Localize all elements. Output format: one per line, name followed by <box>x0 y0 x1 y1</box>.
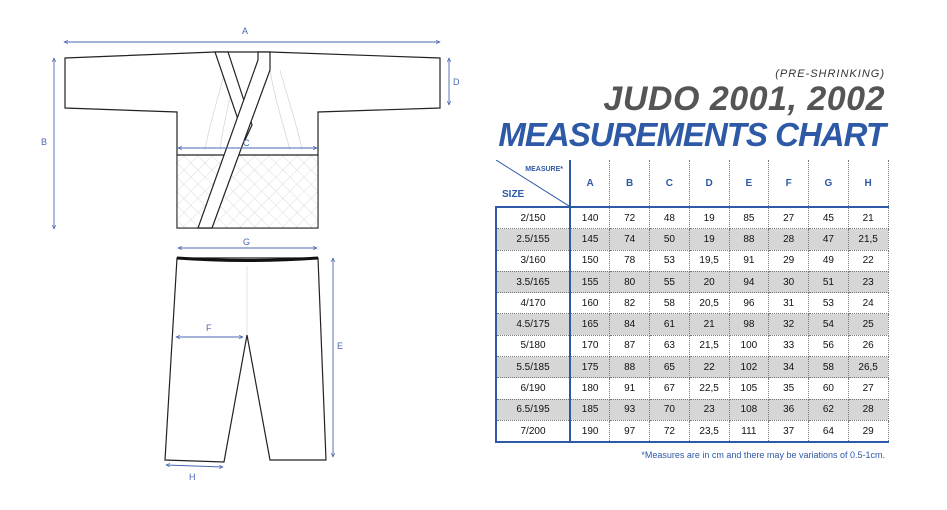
table-row <box>496 271 888 292</box>
value-cell-e: 100 <box>729 335 769 356</box>
value-cell-a: 185 <box>570 399 610 420</box>
size-cell: 5/180 <box>496 335 570 356</box>
value-cell-h: 21,5 <box>848 229 888 250</box>
value-cell-f: 28 <box>769 229 809 250</box>
value-cell-h: 21 <box>848 207 888 229</box>
value-cell-g: 47 <box>809 229 849 250</box>
value-cell-e: 96 <box>729 293 769 314</box>
value-cell-h: 25 <box>848 314 888 335</box>
value-cell-b: 72 <box>610 207 650 229</box>
value-cell-b: 74 <box>610 229 650 250</box>
value-cell-f: 30 <box>769 271 809 292</box>
dim-c-label: C <box>243 138 250 148</box>
value-cell-c: 50 <box>650 229 690 250</box>
value-cell-c: 58 <box>650 293 690 314</box>
value-cell-a: 145 <box>570 229 610 250</box>
measure-label: MEASURE* <box>525 166 563 173</box>
value-cell-d: 23 <box>689 399 729 420</box>
value-cell-e: 91 <box>729 250 769 271</box>
value-cell-e: 98 <box>729 314 769 335</box>
table-row <box>496 420 888 442</box>
table-row <box>496 335 888 356</box>
value-cell-d: 22 <box>689 357 729 378</box>
value-cell-e: 105 <box>729 378 769 399</box>
measurements-table <box>495 160 889 443</box>
dim-b-label: B <box>41 137 48 147</box>
value-cell-a: 155 <box>570 271 610 292</box>
pants <box>165 258 326 462</box>
size-label: SIZE <box>502 189 525 200</box>
table-row <box>496 293 888 314</box>
value-cell-b: 82 <box>610 293 650 314</box>
footnote: *Measures are in cm and there may be variations of 0.5-1cm. <box>641 450 885 460</box>
value-cell-d: 21,5 <box>689 335 729 356</box>
column-header-g: G <box>809 160 849 207</box>
column-header-e: E <box>729 160 769 207</box>
value-cell-g: 64 <box>809 420 849 442</box>
table-header-row <box>496 160 888 207</box>
value-cell-b: 84 <box>610 314 650 335</box>
pre-shrinking-note: (PRE-SHRINKING) <box>775 68 885 80</box>
value-cell-b: 87 <box>610 335 650 356</box>
value-cell-f: 35 <box>769 378 809 399</box>
column-header-f: F <box>769 160 809 207</box>
dim-e-label: E <box>337 341 344 351</box>
value-cell-d: 19 <box>689 207 729 229</box>
value-cell-c: 70 <box>650 399 690 420</box>
value-cell-b: 91 <box>610 378 650 399</box>
value-cell-a: 150 <box>570 250 610 271</box>
value-cell-h: 26 <box>848 335 888 356</box>
value-cell-c: 72 <box>650 420 690 442</box>
value-cell-b: 97 <box>610 420 650 442</box>
column-header-h: H <box>848 160 888 207</box>
value-cell-g: 60 <box>809 378 849 399</box>
value-cell-f: 27 <box>769 207 809 229</box>
pants-outline <box>165 258 326 462</box>
table-row <box>496 229 888 250</box>
dim-d-label: D <box>453 77 460 87</box>
value-cell-e: 94 <box>729 271 769 292</box>
value-cell-h: 24 <box>848 293 888 314</box>
value-cell-c: 63 <box>650 335 690 356</box>
size-cell: 6.5/195 <box>496 399 570 420</box>
value-cell-h: 23 <box>848 271 888 292</box>
jacket-quilted-panel <box>177 155 318 228</box>
table-row <box>496 207 888 229</box>
dim-f-label: F <box>206 323 212 333</box>
value-cell-h: 29 <box>848 420 888 442</box>
value-cell-c: 55 <box>650 271 690 292</box>
value-cell-g: 56 <box>809 335 849 356</box>
column-header-a: A <box>570 160 610 207</box>
value-cell-h: 27 <box>848 378 888 399</box>
dim-h-line <box>166 465 223 467</box>
value-cell-e: 102 <box>729 357 769 378</box>
model-title: JUDO 2001, 2002 <box>603 80 885 118</box>
value-cell-d: 22,5 <box>689 378 729 399</box>
table-row <box>496 378 888 399</box>
size-cell: 3.5/165 <box>496 271 570 292</box>
value-cell-a: 190 <box>570 420 610 442</box>
size-cell: 6/190 <box>496 378 570 399</box>
value-cell-c: 65 <box>650 357 690 378</box>
table-corner-cell <box>496 160 570 207</box>
chart-heading: MEASUREMENTS CHART <box>498 116 885 153</box>
value-cell-b: 80 <box>610 271 650 292</box>
value-cell-a: 175 <box>570 357 610 378</box>
value-cell-h: 22 <box>848 250 888 271</box>
value-cell-b: 88 <box>610 357 650 378</box>
value-cell-g: 62 <box>809 399 849 420</box>
value-cell-e: 108 <box>729 399 769 420</box>
value-cell-d: 20 <box>689 271 729 292</box>
value-cell-g: 49 <box>809 250 849 271</box>
value-cell-f: 32 <box>769 314 809 335</box>
value-cell-c: 48 <box>650 207 690 229</box>
value-cell-f: 34 <box>769 357 809 378</box>
value-cell-d: 19 <box>689 229 729 250</box>
judogi-diagram <box>0 0 470 510</box>
size-cell: 3/160 <box>496 250 570 271</box>
value-cell-e: 111 <box>729 420 769 442</box>
value-cell-c: 53 <box>650 250 690 271</box>
value-cell-d: 23,5 <box>689 420 729 442</box>
value-cell-g: 51 <box>809 271 849 292</box>
size-cell: 5.5/185 <box>496 357 570 378</box>
value-cell-g: 54 <box>809 314 849 335</box>
value-cell-f: 36 <box>769 399 809 420</box>
size-cell: 4.5/175 <box>496 314 570 335</box>
size-cell: 2/150 <box>496 207 570 229</box>
value-cell-c: 61 <box>650 314 690 335</box>
value-cell-h: 28 <box>848 399 888 420</box>
dim-h-label: H <box>189 472 196 482</box>
size-cell: 2.5/155 <box>496 229 570 250</box>
dim-a-label: A <box>242 26 249 36</box>
value-cell-b: 78 <box>610 250 650 271</box>
table-body <box>496 207 888 442</box>
value-cell-a: 140 <box>570 207 610 229</box>
value-cell-f: 29 <box>769 250 809 271</box>
table-row <box>496 399 888 420</box>
value-cell-b: 93 <box>610 399 650 420</box>
value-cell-g: 45 <box>809 207 849 229</box>
value-cell-h: 26,5 <box>848 357 888 378</box>
value-cell-d: 20,5 <box>689 293 729 314</box>
value-cell-e: 88 <box>729 229 769 250</box>
column-header-c: C <box>650 160 690 207</box>
value-cell-g: 58 <box>809 357 849 378</box>
value-cell-f: 37 <box>769 420 809 442</box>
column-header-d: D <box>689 160 729 207</box>
jacket <box>65 52 440 228</box>
value-cell-c: 67 <box>650 378 690 399</box>
value-cell-d: 21 <box>689 314 729 335</box>
value-cell-a: 160 <box>570 293 610 314</box>
size-cell: 7/200 <box>496 420 570 442</box>
value-cell-d: 19,5 <box>689 250 729 271</box>
value-cell-f: 33 <box>769 335 809 356</box>
value-cell-a: 165 <box>570 314 610 335</box>
value-cell-a: 170 <box>570 335 610 356</box>
column-header-b: B <box>610 160 650 207</box>
dim-g-label: G <box>243 237 251 247</box>
table-row <box>496 357 888 378</box>
value-cell-a: 180 <box>570 378 610 399</box>
value-cell-e: 85 <box>729 207 769 229</box>
size-cell: 4/170 <box>496 293 570 314</box>
table-row <box>496 250 888 271</box>
value-cell-f: 31 <box>769 293 809 314</box>
value-cell-g: 53 <box>809 293 849 314</box>
table-row <box>496 314 888 335</box>
